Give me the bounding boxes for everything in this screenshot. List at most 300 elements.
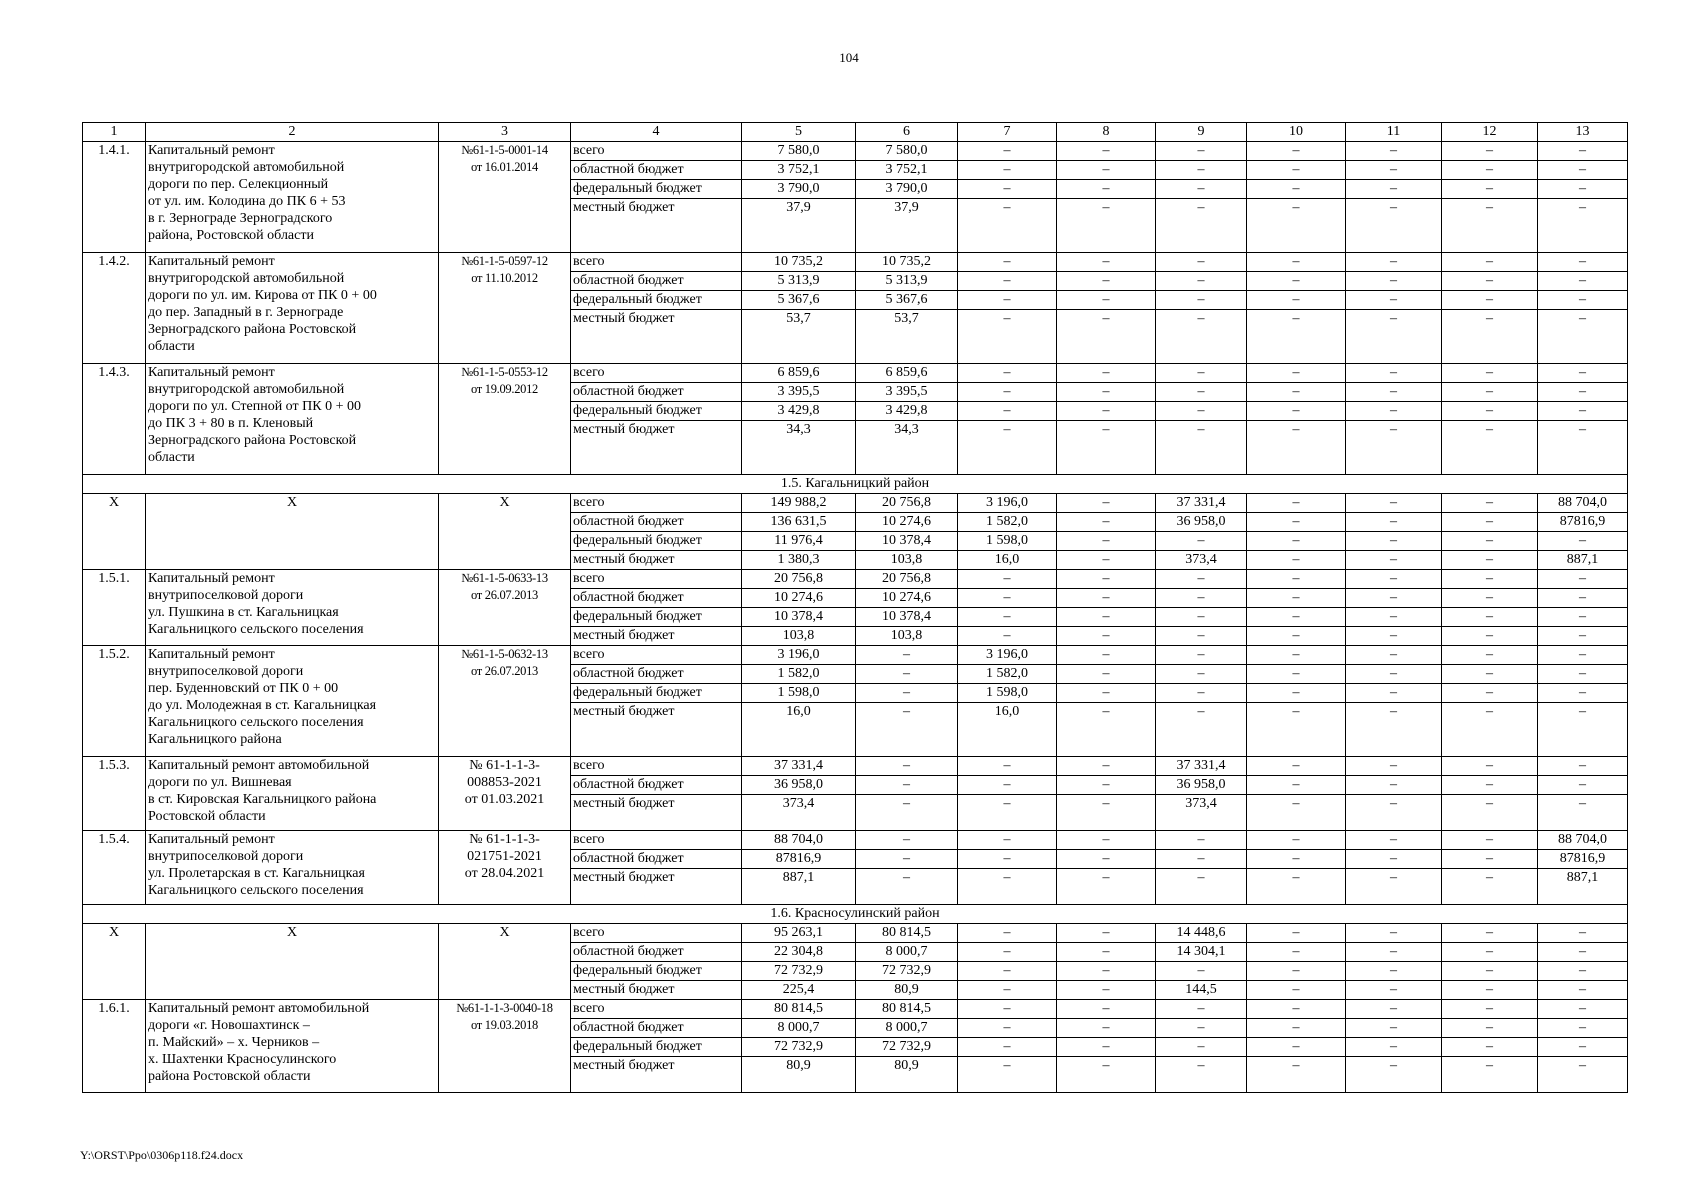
item-document — [439, 142, 571, 253]
item-name — [146, 253, 439, 364]
amount-cell: 16,0 — [742, 703, 856, 757]
amount-cell: – — [1442, 291, 1538, 310]
amount-cell: – — [958, 142, 1057, 161]
amount-cell: – — [1156, 627, 1247, 646]
amount-cell: – — [1538, 1000, 1628, 1019]
amount-cell: – — [1156, 850, 1247, 869]
amount-cell: 136 631,5 — [742, 513, 856, 532]
amount-cell: – — [1156, 831, 1247, 850]
amount-cell: – — [1156, 665, 1247, 684]
item-number: 1.4.2. — [83, 253, 146, 364]
funding-source: федеральный бюджет — [571, 962, 742, 981]
amount-cell: – — [958, 795, 1057, 831]
amount-cell: – — [1442, 795, 1538, 831]
amount-cell: – — [856, 646, 958, 665]
amount-cell: – — [1156, 364, 1247, 383]
amount-cell: 1 380,3 — [742, 551, 856, 570]
amount-cell: – — [1442, 627, 1538, 646]
funding-source: местный бюджет — [571, 199, 742, 253]
amount-cell: 80,9 — [856, 981, 958, 1000]
amount-cell: – — [958, 291, 1057, 310]
funding-source: всего — [571, 924, 742, 943]
item-name — [146, 1000, 439, 1093]
amount-cell: 1 582,0 — [958, 665, 1057, 684]
section-title: 1.6. Красносулинский район — [83, 905, 1628, 924]
amount-cell: – — [1247, 1057, 1346, 1093]
amount-cell: – — [1442, 757, 1538, 776]
amount-cell: – — [1346, 142, 1442, 161]
funding-source: местный бюджет — [571, 869, 742, 905]
amount-cell: – — [958, 180, 1057, 199]
amount-cell: – — [1247, 962, 1346, 981]
amount-cell: – — [1057, 291, 1156, 310]
amount-cell: – — [1442, 494, 1538, 513]
amount-cell: 88 704,0 — [742, 831, 856, 850]
amount-cell: – — [958, 1000, 1057, 1019]
amount-cell: – — [1442, 402, 1538, 421]
amount-cell: 3 196,0 — [958, 646, 1057, 665]
amount-cell: – — [1247, 869, 1346, 905]
amount-cell: 80 814,5 — [856, 924, 958, 943]
amount-cell: – — [1057, 570, 1156, 589]
amount-cell: – — [1057, 253, 1156, 272]
funding-source: всего — [571, 364, 742, 383]
section-title: 1.5. Кагальницкий район — [83, 475, 1628, 494]
funding-source: областной бюджет — [571, 272, 742, 291]
amount-cell: 34,3 — [742, 421, 856, 475]
amount-cell: – — [1156, 570, 1247, 589]
amount-cell: 3 395,5 — [856, 383, 958, 402]
amount-cell: – — [958, 402, 1057, 421]
item-name-line: Капитальный ремонт — [148, 143, 275, 158]
funding-source: областной бюджет — [571, 665, 742, 684]
amount-cell: – — [958, 161, 1057, 180]
amount-cell: – — [1057, 943, 1156, 962]
amount-cell: 10 274,6 — [856, 589, 958, 608]
amount-cell: – — [1156, 1057, 1247, 1093]
amount-cell: – — [1538, 532, 1628, 551]
amount-cell: – — [1442, 383, 1538, 402]
amount-cell: 5 367,6 — [856, 291, 958, 310]
amount-cell: – — [1057, 684, 1156, 703]
amount-cell: – — [1346, 1038, 1442, 1057]
amount-cell: – — [1538, 402, 1628, 421]
amount-cell: – — [958, 1019, 1057, 1038]
amount-cell: – — [1247, 180, 1346, 199]
amount-cell: – — [1057, 421, 1156, 475]
amount-cell: – — [1442, 608, 1538, 627]
amount-cell: 10 274,6 — [856, 513, 958, 532]
amount-cell: – — [1057, 310, 1156, 364]
column-number: 10 — [1247, 123, 1346, 142]
amount-cell: – — [1346, 776, 1442, 795]
amount-cell: – — [1057, 513, 1156, 532]
item-name-line: области — [148, 339, 195, 354]
item-document — [439, 253, 571, 364]
item-name-line: п. Майский» – х. Черников – — [148, 1035, 320, 1050]
item-document — [439, 570, 571, 646]
item-name-line: до ул. Молодежная в ст. Кагальницкая — [148, 698, 377, 713]
funding-source: всего — [571, 646, 742, 665]
amount-cell: – — [1057, 795, 1156, 831]
amount-cell: – — [1247, 684, 1346, 703]
amount-cell: – — [958, 850, 1057, 869]
amount-cell: – — [1057, 757, 1156, 776]
document-line: 021751-2021 — [467, 849, 542, 864]
amount-cell: – — [1538, 272, 1628, 291]
column-number: 5 — [742, 123, 856, 142]
funding-source: местный бюджет — [571, 551, 742, 570]
amount-cell: – — [1156, 1000, 1247, 1019]
total-x-cell: X — [439, 924, 571, 1000]
amount-cell: – — [1156, 402, 1247, 421]
column-number: 1 — [83, 123, 146, 142]
column-number: 12 — [1442, 123, 1538, 142]
amount-cell: – — [1442, 161, 1538, 180]
funding-source: областной бюджет — [571, 589, 742, 608]
amount-cell: – — [1156, 589, 1247, 608]
amount-cell: 6 859,6 — [856, 364, 958, 383]
amount-cell: – — [1346, 570, 1442, 589]
amount-cell: – — [1442, 272, 1538, 291]
amount-cell: – — [1247, 532, 1346, 551]
amount-cell: 3 429,8 — [856, 402, 958, 421]
amount-cell: – — [1156, 199, 1247, 253]
amount-cell: 5 313,9 — [742, 272, 856, 291]
amount-cell: – — [1247, 364, 1346, 383]
amount-cell: – — [1538, 253, 1628, 272]
amount-cell: – — [1538, 703, 1628, 757]
amount-cell: – — [1538, 570, 1628, 589]
amount-cell: – — [856, 703, 958, 757]
amount-cell: – — [958, 869, 1057, 905]
amount-cell: – — [1247, 1019, 1346, 1038]
funding-source: всего — [571, 1000, 742, 1019]
amount-cell: 887,1 — [742, 869, 856, 905]
amount-cell: – — [1346, 665, 1442, 684]
amount-cell: – — [1442, 364, 1538, 383]
amount-cell: 10 735,2 — [742, 253, 856, 272]
amount-cell: – — [958, 981, 1057, 1000]
funding-source: федеральный бюджет — [571, 402, 742, 421]
item-document — [439, 1000, 571, 1093]
amount-cell: – — [1156, 684, 1247, 703]
amount-cell: – — [856, 869, 958, 905]
amount-cell: – — [1156, 1038, 1247, 1057]
amount-cell: – — [1247, 513, 1346, 532]
item-name-line: района Ростовской области — [148, 1069, 311, 1084]
amount-cell: 225,4 — [742, 981, 856, 1000]
document-line: от 26.07.2013 — [470, 664, 539, 678]
document-line: №61-1-5-0553-12 — [461, 365, 548, 379]
amount-cell: 1 582,0 — [742, 665, 856, 684]
amount-cell: 87816,9 — [1538, 513, 1628, 532]
item-name-line: Капитальный ремонт — [148, 365, 275, 380]
funding-source: областной бюджет — [571, 161, 742, 180]
table-row — [83, 1000, 1628, 1019]
item-name-line: района, Ростовской области — [148, 228, 314, 243]
amount-cell: – — [1247, 142, 1346, 161]
item-number: 1.6.1. — [83, 1000, 146, 1093]
amount-cell: – — [1346, 180, 1442, 199]
amount-cell: – — [1442, 513, 1538, 532]
item-document — [439, 757, 571, 831]
item-name — [146, 831, 439, 905]
amount-cell: – — [1057, 383, 1156, 402]
item-name-line: Капитальный ремонт — [148, 254, 275, 269]
document-line: от 26.07.2013 — [470, 588, 539, 602]
amount-cell: – — [1247, 1038, 1346, 1057]
amount-cell: – — [1346, 421, 1442, 475]
funding-source: областной бюджет — [571, 383, 742, 402]
amount-cell: – — [958, 608, 1057, 627]
item-name-line: дороги «г. Новошахтинск – — [148, 1018, 310, 1033]
amount-cell: – — [1346, 795, 1442, 831]
amount-cell: – — [1057, 494, 1156, 513]
amount-cell: 3 196,0 — [958, 494, 1057, 513]
item-name-line: до пер. Западный в г. Зернограде — [148, 305, 344, 320]
amount-cell: – — [1346, 962, 1442, 981]
item-name-line: Капитальный ремонт автомобильной — [148, 1001, 370, 1016]
item-number: 1.4.3. — [83, 364, 146, 475]
amount-cell: – — [1346, 1000, 1442, 1019]
column-number: 13 — [1538, 123, 1628, 142]
item-name-line: внутрипоселковой дороги — [148, 664, 304, 679]
amount-cell: – — [1156, 1019, 1247, 1038]
amount-cell: – — [1156, 310, 1247, 364]
amount-cell: – — [1156, 253, 1247, 272]
amount-cell: – — [1442, 570, 1538, 589]
item-name — [146, 757, 439, 831]
amount-cell: – — [958, 421, 1057, 475]
document-line: от 11.10.2012 — [471, 271, 538, 285]
amount-cell: – — [1057, 831, 1156, 850]
amount-cell: – — [1247, 199, 1346, 253]
amount-cell: – — [1247, 383, 1346, 402]
amount-cell: – — [1442, 1019, 1538, 1038]
document-line: №61-1-5-0001-14 — [461, 143, 548, 157]
amount-cell: – — [1442, 943, 1538, 962]
amount-cell: – — [1247, 421, 1346, 475]
amount-cell: – — [1156, 962, 1247, 981]
item-name-line: дороги по ул. им. Кирова от ПК 0 + 00 — [148, 288, 377, 303]
amount-cell: – — [1247, 1000, 1346, 1019]
amount-cell: – — [1156, 383, 1247, 402]
column-number: 11 — [1346, 123, 1442, 142]
amount-cell: – — [1346, 850, 1442, 869]
amount-cell: – — [1346, 513, 1442, 532]
amount-cell: – — [1247, 402, 1346, 421]
item-name-line: внутригородской автомобильной — [148, 382, 345, 397]
amount-cell: 3 196,0 — [742, 646, 856, 665]
amount-cell: 3 395,5 — [742, 383, 856, 402]
amount-cell: – — [1247, 291, 1346, 310]
funding-source: местный бюджет — [571, 1057, 742, 1093]
amount-cell: 5 313,9 — [856, 272, 958, 291]
amount-cell: 373,4 — [1156, 551, 1247, 570]
column-number: 9 — [1156, 123, 1247, 142]
amount-cell: – — [1442, 869, 1538, 905]
amount-cell: 7 580,0 — [742, 142, 856, 161]
amount-cell: – — [1346, 402, 1442, 421]
amount-cell: 10 378,4 — [742, 608, 856, 627]
amount-cell: 80,9 — [742, 1057, 856, 1093]
item-number: 1.5.1. — [83, 570, 146, 646]
column-number: 8 — [1057, 123, 1156, 142]
amount-cell: – — [1538, 795, 1628, 831]
amount-cell: – — [1057, 1000, 1156, 1019]
amount-cell: – — [1346, 272, 1442, 291]
amount-cell: – — [958, 310, 1057, 364]
amount-cell: – — [1442, 199, 1538, 253]
amount-cell: 373,4 — [1156, 795, 1247, 831]
document-line: № 61-1-1-3- — [469, 832, 540, 847]
item-name-line: внутрипоселковой дороги — [148, 588, 304, 603]
item-name — [146, 364, 439, 475]
column-number: 4 — [571, 123, 742, 142]
amount-cell: 88 704,0 — [1538, 831, 1628, 850]
amount-cell: – — [1057, 364, 1156, 383]
funding-source: областной бюджет — [571, 513, 742, 532]
amount-cell: – — [1442, 703, 1538, 757]
amount-cell: 80,9 — [856, 1057, 958, 1093]
amount-cell: – — [1156, 142, 1247, 161]
funding-source: местный бюджет — [571, 981, 742, 1000]
table-row — [83, 924, 1628, 943]
amount-cell: 53,7 — [742, 310, 856, 364]
amount-cell: – — [958, 831, 1057, 850]
amount-cell: – — [1442, 924, 1538, 943]
amount-cell: – — [1156, 421, 1247, 475]
item-name-line: Капитальный ремонт — [148, 571, 275, 586]
amount-cell: – — [1538, 1019, 1628, 1038]
amount-cell: 95 263,1 — [742, 924, 856, 943]
item-document — [439, 646, 571, 757]
item-name-line: в г. Зернограде Зерноградского — [148, 211, 333, 226]
item-name-line: от ул. им. Колодина до ПК 6 + 53 — [148, 194, 346, 209]
amount-cell: 3 752,1 — [856, 161, 958, 180]
amount-cell: 16,0 — [958, 703, 1057, 757]
amount-cell: – — [1057, 402, 1156, 421]
amount-cell: – — [1057, 608, 1156, 627]
amount-cell: – — [1538, 291, 1628, 310]
amount-cell: 149 988,2 — [742, 494, 856, 513]
amount-cell: – — [1247, 627, 1346, 646]
amount-cell: 22 304,8 — [742, 943, 856, 962]
amount-cell: – — [856, 850, 958, 869]
amount-cell: – — [1057, 646, 1156, 665]
amount-cell: – — [1346, 253, 1442, 272]
amount-cell: – — [1442, 1057, 1538, 1093]
amount-cell: – — [1057, 532, 1156, 551]
amount-cell: – — [1247, 551, 1346, 570]
amount-cell: – — [1442, 421, 1538, 475]
document-line: №61-1-5-0632-13 — [461, 647, 548, 661]
amount-cell: 10 378,4 — [856, 608, 958, 627]
amount-cell: – — [958, 570, 1057, 589]
amount-cell: – — [958, 1057, 1057, 1093]
amount-cell: 20 756,8 — [856, 494, 958, 513]
amount-cell: – — [1538, 776, 1628, 795]
amount-cell: – — [1247, 703, 1346, 757]
amount-cell: 53,7 — [856, 310, 958, 364]
funding-source: всего — [571, 494, 742, 513]
funding-source: всего — [571, 570, 742, 589]
amount-cell: 72 732,9 — [742, 962, 856, 981]
item-name-line: внутригородской автомобильной — [148, 160, 345, 175]
amount-cell: 6 859,6 — [742, 364, 856, 383]
amount-cell: – — [1057, 1019, 1156, 1038]
total-x-cell: X — [146, 924, 439, 1000]
amount-cell: – — [856, 757, 958, 776]
funding-source: областной бюджет — [571, 776, 742, 795]
amount-cell: 80 814,5 — [742, 1000, 856, 1019]
funding-source: федеральный бюджет — [571, 180, 742, 199]
amount-cell: – — [1442, 981, 1538, 1000]
amount-cell: – — [1057, 869, 1156, 905]
amount-cell: – — [1538, 981, 1628, 1000]
funding-source: местный бюджет — [571, 310, 742, 364]
item-name-line: до ПК 3 + 80 в п. Кленовый — [148, 416, 314, 431]
amount-cell: – — [958, 364, 1057, 383]
amount-cell: – — [958, 757, 1057, 776]
amount-cell: – — [1057, 850, 1156, 869]
amount-cell: – — [1346, 364, 1442, 383]
amount-cell: 8 000,7 — [856, 1019, 958, 1038]
amount-cell: – — [1346, 757, 1442, 776]
amount-cell: – — [1538, 1038, 1628, 1057]
amount-cell: – — [1442, 1038, 1538, 1057]
amount-cell: – — [1156, 608, 1247, 627]
amount-cell: – — [1057, 161, 1156, 180]
amount-cell: – — [1442, 253, 1538, 272]
amount-cell: – — [1247, 310, 1346, 364]
amount-cell: 34,3 — [856, 421, 958, 475]
amount-cell: – — [958, 199, 1057, 253]
amount-cell: – — [1538, 161, 1628, 180]
amount-cell: 5 367,6 — [742, 291, 856, 310]
column-number: 6 — [856, 123, 958, 142]
amount-cell: – — [1057, 981, 1156, 1000]
item-name-line: Кагальницкого сельского поселения — [148, 715, 364, 730]
amount-cell: – — [1247, 924, 1346, 943]
amount-cell: 3 752,1 — [742, 161, 856, 180]
amount-cell: – — [1538, 180, 1628, 199]
amount-cell: 8 000,7 — [856, 943, 958, 962]
amount-cell: 14 448,6 — [1156, 924, 1247, 943]
amount-cell: – — [1057, 199, 1156, 253]
table-row — [83, 757, 1628, 776]
amount-cell: 7 580,0 — [856, 142, 958, 161]
amount-cell: 36 958,0 — [742, 776, 856, 795]
amount-cell: – — [1247, 850, 1346, 869]
funding-source: всего — [571, 831, 742, 850]
amount-cell: 887,1 — [1538, 869, 1628, 905]
amount-cell: – — [1156, 180, 1247, 199]
amount-cell: – — [1346, 494, 1442, 513]
amount-cell: 8 000,7 — [742, 1019, 856, 1038]
amount-cell: – — [1346, 532, 1442, 551]
amount-cell: – — [1346, 703, 1442, 757]
amount-cell: – — [856, 776, 958, 795]
amount-cell: – — [1247, 776, 1346, 795]
amount-cell: – — [1346, 627, 1442, 646]
document-line: 008853-2021 — [467, 775, 542, 790]
amount-cell: – — [1538, 665, 1628, 684]
amount-cell: 103,8 — [856, 551, 958, 570]
document-line: от 16.01.2014 — [470, 160, 539, 174]
amount-cell: 20 756,8 — [742, 570, 856, 589]
